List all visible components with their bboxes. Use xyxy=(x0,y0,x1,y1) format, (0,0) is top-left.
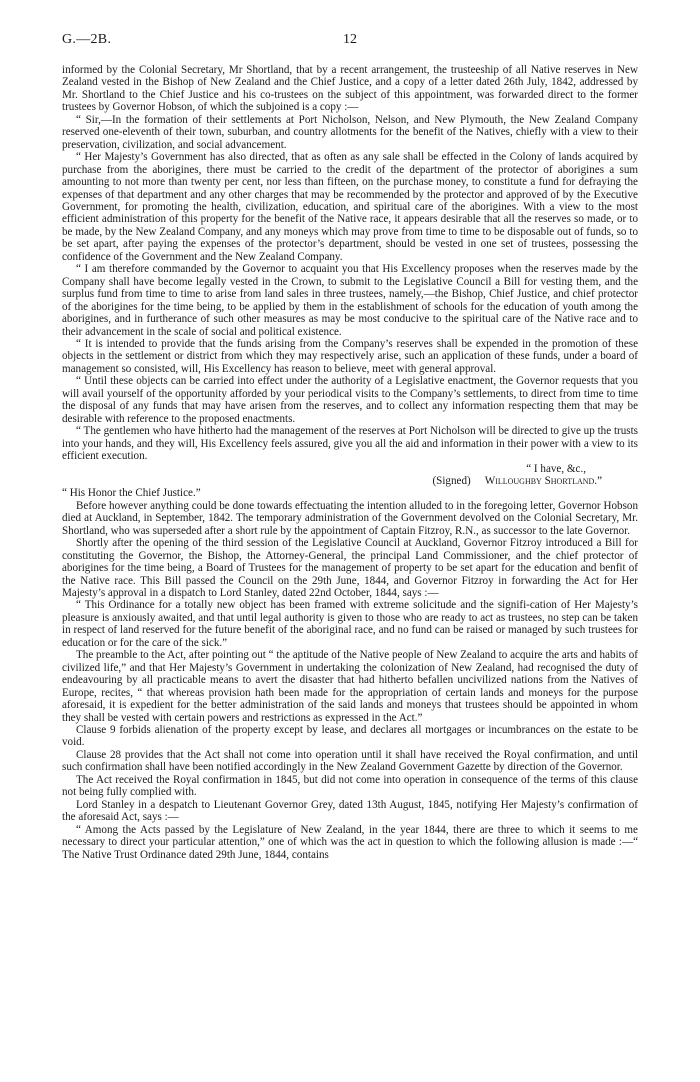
signature-signed: (Signed) xyxy=(432,474,471,487)
document-reference: G.—2B. xyxy=(62,32,112,47)
paragraph: Shortly after the opening of the third session of the Legislative Council at Auckland, Governor Fitzroy introduced a Bill for constituting the Governor, the Bishop, the Attorney-General, the principal Land Commissioner, and the chief protector of aborigines for the time being, a Board of Trustees for the management of property to be set apart for the education and benfit of the Native race. This Bill passed the Council on the 29th June, 1844, and Governor Fitzroy in forwarding the Act for Her Majesty’s approval in a dispatch to Lord Stanley, dated 22nd October, 1844, says :— xyxy=(62,537,638,600)
paragraph: “ Until these objects can be carried into effect under the authority of a Legislative enactment, the Governor requests that you will avail yourself of the opportunity afforded by your periodical visits to the Company’s settlements, to direct from time to time the disposal of any funds that may have arisen from the reserves, and to collect any information respecting them that may be desirable with reference to the proposed enactments. xyxy=(62,375,638,425)
page-number: 12 xyxy=(343,32,357,47)
paragraph: Clause 28 provides that the Act shall not come into operation until it shall have received the Royal confirmation, and until such confirmation shall have been notified accordingly in the New Zealand Government Gazette by direction of the Governor. xyxy=(62,748,638,774)
signature-block xyxy=(62,463,638,488)
paragraph: Before however anything could be done towards effectuating the intention alluded to in the foregoing letter, Governor Hobson died at Auckland, in September, 1842. The temporary administration of the Government devolved on the Colonial Secretary, Mr. Shortland, who was superseded after a short rule by the appointment of Captain Fitzroy, R.N., as successor to the late Governor. xyxy=(62,499,638,537)
paragraph: “ Among the Acts passed by the Legislature of New Zealand, in the year 1844, there are three to which it seems to me necessary to direct your particular attention,” one of which was the act in question to which the following allusion is made :—“ The Native Trust Ordinance dated 29th June, 1844, contains xyxy=(62,823,638,861)
paragraph: “ His Honor the Chief Justice.” xyxy=(62,487,201,500)
page-header xyxy=(62,34,638,50)
paragraph: “ Sir,—In the formation of their settlements at Port Nicholson, Nelson, and New Plymouth, the New Zealand Company reserved one-eleventh of their town, suburban, and country allotments for the benefit of the Natives, chiefly with a view to their preservation, civilization, and social advancement. xyxy=(62,113,638,151)
paragraph: informed by the Colonial Secretary, Mr Shortland, that by a recent arrangement, the trusteeship of all Native reserves in New Zealand vested in the Bishop of New Zealand and the Chief Justice, and a copy of a letter dated 26th July, 1842, addressed by Mr. Shortland to the Chief Justice and his co-trustees on the subject of this appointment, was forwarded direct to the former trustees by Governor Hobson, of which the subjoined is a copy :— xyxy=(62,64,638,114)
signature-name: Willoughby Shortland.” xyxy=(484,474,602,487)
paragraph: “ This Ordinance for a totally new object has been framed with extreme solicitude and the signifi-cation of Her Majesty’s pleasure is anxiously awaited, and that until legal authority is given to those who are ready to act as trustees, no step can be taken in respect of land reserved for the future benefit of the aboriginal race, and no fund can be raised or managed by such trustees for education or for the care of the sick.” xyxy=(62,599,638,649)
paragraph: “ It is intended to provide that the funds arising from the Company’s reserves shall be expended in the promotion of these objects in the settlement or district from which they may respectively arise, such an application of these funds, under a board of management so consisted, will, His Excellency has reason to believe, meet with general approval. xyxy=(62,337,638,375)
narrative-block xyxy=(62,487,638,861)
signature-line xyxy=(62,475,638,487)
document-body xyxy=(62,64,638,861)
paragraph: The Act received the Royal confirmation in 1845, but did not come into operation in consequence of the terms of this clause not being fully complied with. xyxy=(62,773,638,799)
paragraph: “ Her Majesty’s Government has also directed, that as often as any sale shall be effected in the Colony of lands acquired by purchase from the aborigines, there must be carried to the credit of the department of the protector of aborigines a sum amounting to not more than twenty per cent, nor less than fifteen, on the purchase money, to constitute a fund for defraying the expenses of that department and any other charges that may be recommended by the protector and approved of by the Executive Government, for promoting the health, civilization, education, and spiritual care of the aborigines. With a view to the most efficient administration of this property for the benefit of the Native race, it appears desirable that all the reserves so made, or to be made, by the New Zealand Company, and any moneys which may prove from time to time to be disposable out of funds, so to be set apart, after paying the expenses of the protector’s department, should be vested in one set of trustees, possessing the confidence of the Government and the New Zealand Company. xyxy=(62,151,638,263)
signature-closing: “ I have, &c., xyxy=(526,462,586,475)
paragraph: The preamble to the Act, after pointing out “ the aptitude of the Native people of New Zealand to acquire the arts and habits of civilized life,” and that Her Majesty’s Government in undertaking the colonization of New Zealand, had recognised the duty of endeavouring by all practicable means to avert the disaster that had hitherto befallen uncivilized nations from the Natives of Europe, recites, “ that whereas provision hath been made for the appropriation of certain lands and moneys for the purpose aforesaid, it is expedient for the better administration of the said lands and moneys that trustees should be appointed in whom they shall be vested with certain powers and restrictions as expressed in the Act.” xyxy=(62,649,638,724)
paragraph: “ The gentlemen who have hitherto had the management of the reserves at Port Nicholson will be directed to give up the trusts into your hands, and they will, His Excellency feels assured, give you all the aid and information in their power with a view to its efficient execution. xyxy=(62,425,638,463)
paragraph: Lord Stanley in a despatch to Lieutenant Governor Grey, dated 13th August, 1845, notifying Her Majesty’s confirmation of the aforesaid Act, says :— xyxy=(62,798,638,824)
paragraph: Clause 9 forbids alienation of the property except by lease, and declares all mortgages or incumbrances on the estate to be void. xyxy=(62,724,638,749)
paragraph: “ I am therefore commanded by the Governor to acquaint you that His Excellency proposes when the reserves made by the Company shall have become legally vested in the Crown, to submit to the Legislative Council a Bill for vesting them, and the surplus fund from time to time to arise from land sales in three trustees, namely,—the Bishop, Chief Justice, and chief protector of the aborigines for the time being, to be applied by them in the establishment of schools for the education of youth among the aborigines, and in furtherance of such other measures as may be most conducive to the spiritual care of the Native race and to their advancement in the scale of social and political existence. xyxy=(62,263,638,338)
letter-block xyxy=(62,64,638,463)
